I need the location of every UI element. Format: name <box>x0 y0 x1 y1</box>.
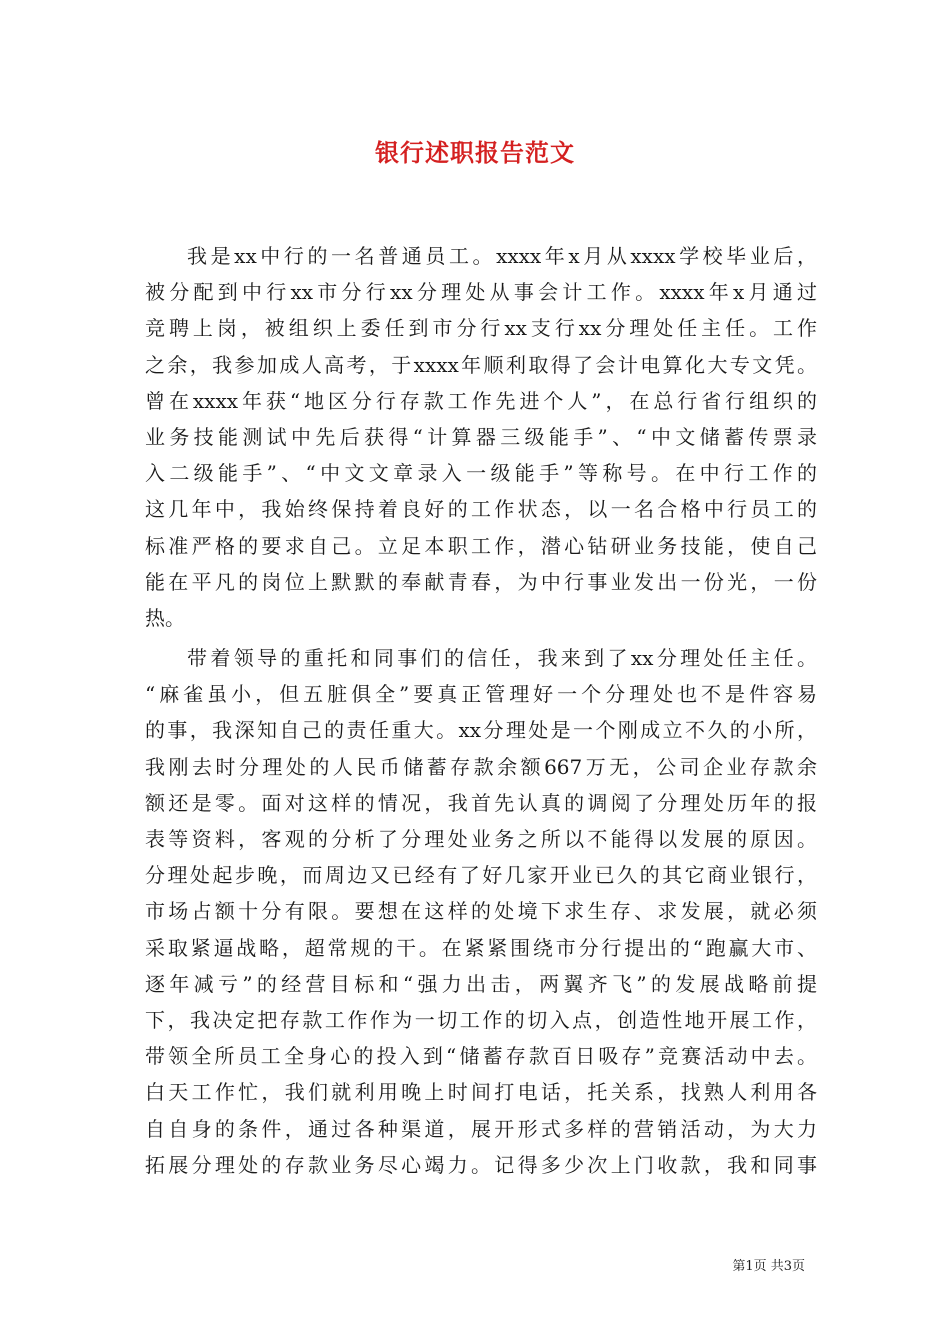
paragraph-1-line: 被分配到中行xx市分行xx分理处从事会计工作。xxxx年x月通过 <box>145 280 817 305</box>
paragraph-1-line: 入二级能手”、“中文文章录入一级能手”等称号。在中行工作的 <box>145 461 817 486</box>
paragraph-2-line: 市场占额十分有限。要想在这样的处境下求生存、求发展，就必须 <box>145 899 817 924</box>
paragraph-1-line: 能在平凡的岗位上默默的奉献青春，为中行事业发出一份光，一份 <box>145 569 817 594</box>
paragraph-2-line: 带领全所员工全身心的投入到“储蓄存款百日吸存”竞赛活动中去。 <box>145 1044 817 1069</box>
paragraph-2-line: 下，我决定把存款工作作为一切工作的切入点，创造性地开展工作， <box>145 1007 817 1032</box>
paragraph-1-line: 这几年中，我始终保持着良好的工作状态，以一名合格中行员工的 <box>145 497 817 522</box>
paragraph-2-line: 带着领导的重托和同事们的信任，我来到了xx分理处任主任。 <box>187 646 817 671</box>
page-footer: 第1页 共3页 <box>732 1259 805 1274</box>
paragraph-2-line: 自自身的条件，通过各种渠道，展开形式多样的营销活动，为大力 <box>145 1116 817 1141</box>
paragraph-1-line: 竞聘上岗，被组织上委任到市分行xx支行xx分理处任主任。工作 <box>145 316 817 341</box>
paragraph-1-line: 曾在xxxx年获“地区分行存款工作先进个人”，在总行省行组织的 <box>145 388 817 413</box>
document-title: 银行述职报告范文 <box>375 138 575 167</box>
paragraph-1-line: 热。 <box>145 605 185 630</box>
paragraph-1-line: 之余，我参加成人高考，于xxxx年顺利取得了会计电算化大专文凭。 <box>145 352 817 377</box>
paragraph-2-line: 白天工作忙，我们就利用晚上时间打电话，托关系，找熟人利用各 <box>145 1080 817 1105</box>
paragraph-2-line: 逐年减亏”的经营目标和“强力出击，两翼齐飞”的发展战略前提 <box>145 971 817 996</box>
paragraph-2-line: 拓展分理处的存款业务尽心竭力。记得多少次上门收款，我和同事 <box>145 1152 817 1177</box>
paragraph-2-line: 表等资料，客观的分析了分理处业务之所以不能得以发展的原因。 <box>145 827 817 851</box>
paragraph-1-line: 业务技能测试中先后获得“计算器三级能手”、“中文储蓄传票录 <box>145 424 817 449</box>
paragraph-2-line: 采取紧逼战略，超常规的干。在紧紧围绕市分行提出的“跑赢大市、 <box>145 935 817 960</box>
paragraph-1-line: 我是xx中行的一名普通员工。xxxx年x月从xxxx学校毕业后， <box>187 244 817 268</box>
paragraph-1-line: 标准严格的要求自己。立足本职工作，潜心钻研业务技能，使自己 <box>145 533 817 558</box>
paragraph-2-line: 分理处起步晚，而周边又已经有了好几家开业已久的其它商业银行， <box>145 863 817 888</box>
paragraph-2-line: 的事，我深知自己的责任重大。xx分理处是一个刚成立不久的小所， <box>145 718 817 743</box>
paragraph-2-line: 我刚去时分理处的人民币储蓄存款余额667万无，公司企业存款余 <box>145 754 817 779</box>
paragraph-2-line: “麻雀虽小，但五脏俱全”要真正管理好一个分理处也不是件容易 <box>145 682 817 707</box>
document-body <box>145 238 817 1183</box>
paragraph-2-line: 额还是零。面对这样的情况，我首先认真的调阅了分理处历年的报 <box>145 790 817 815</box>
